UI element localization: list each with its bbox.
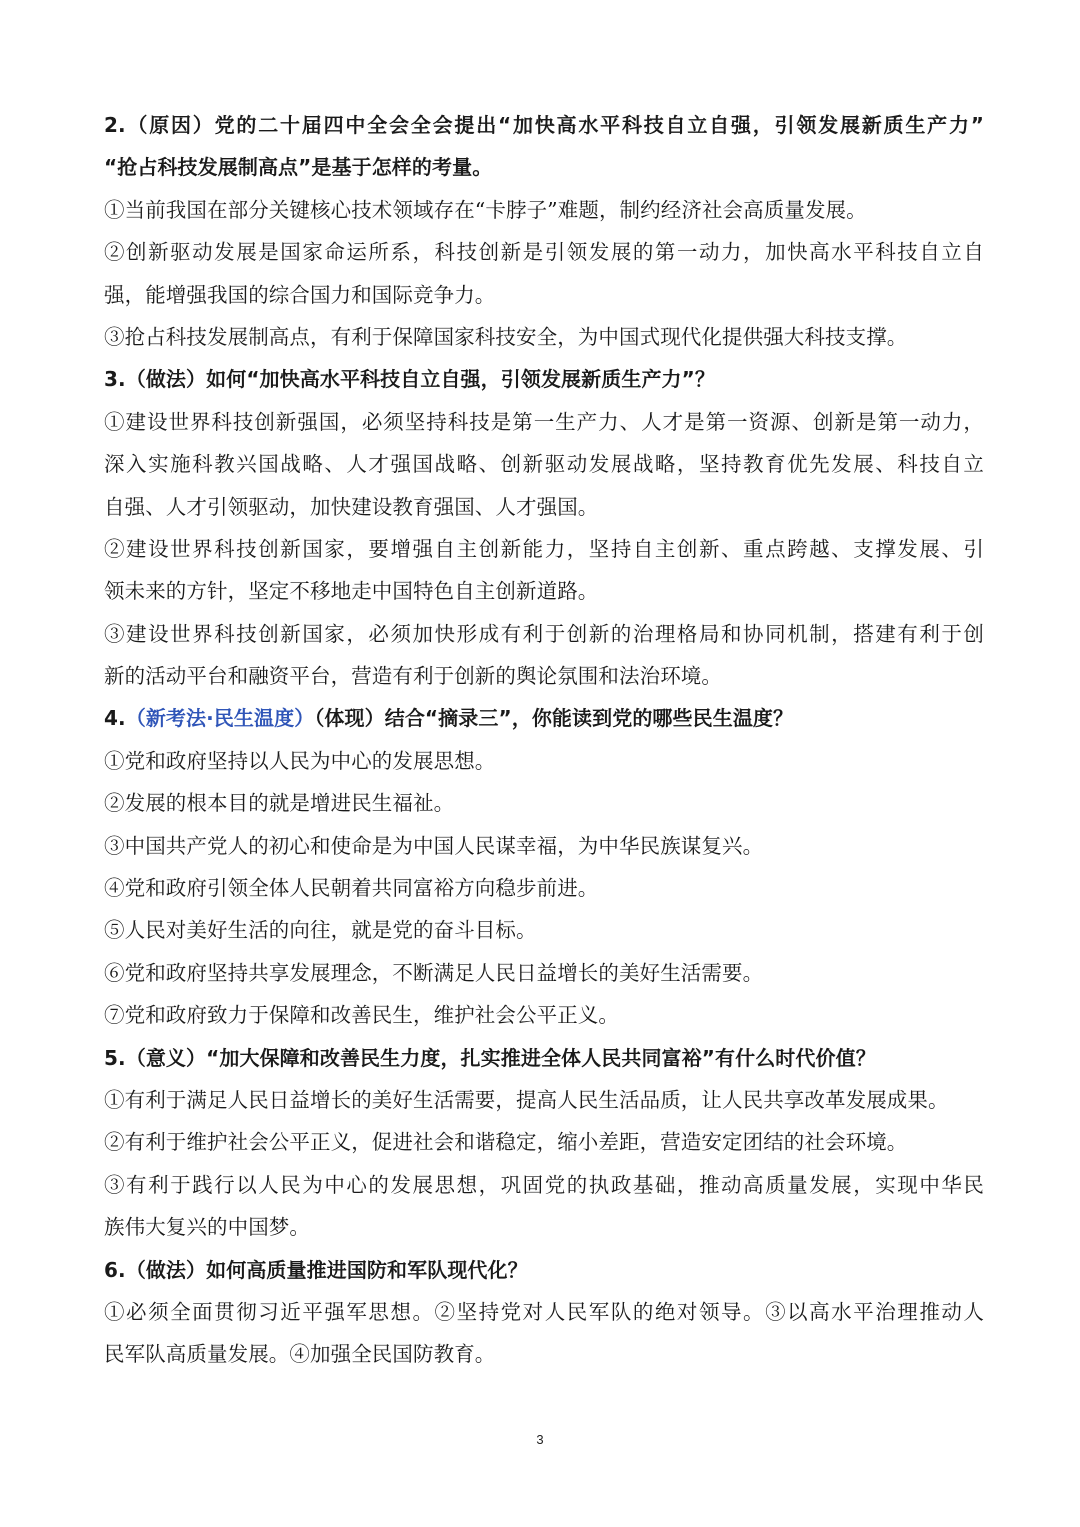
question-3-answer-line-4: ②建设世界科技创新国家，要增强自主创新能力，坚持自主创新、重点跨越、支撑发展、引 xyxy=(104,536,984,561)
question-6 xyxy=(104,1249,984,1376)
question-3-answer-line-1: ①建设世界科技创新强国，必须坚持科技是第一生产力、人才是第一资源、创新是第一动力， xyxy=(104,409,984,434)
question-6-answer-line-2: 民军队高质量发展。④加强全民国防教育。 xyxy=(104,1342,496,1367)
question-4-number: 4. xyxy=(104,706,126,731)
question-5 xyxy=(104,1037,984,1249)
question-5-answer-line-2: ②有利于维护社会公平正义，促进社会和谐稳定，缩小差距，营造安定团结的社会环境。 xyxy=(104,1130,908,1155)
question-2-answer-line-1: ①当前我国在部分关键核心技术领域存在“卡脖子”难题，制约经济社会高质量发展。 xyxy=(104,197,867,222)
page-number: 3 xyxy=(536,1432,544,1447)
question-5-answer-line-3: ③有利于践行以人民为中心的发展思想，巩固党的执政基础，推动高质量发展，实现中华民 xyxy=(104,1172,984,1197)
question-4-answer-line-4: ④党和政府引领全体人民朝着共同富裕方向稳步前进。 xyxy=(104,876,599,901)
question-5-title: 5.（意义）“加大保障和改善民生力度，扎实推进全体人民共同富裕”有什么时代价值？ xyxy=(104,1045,876,1070)
question-4-title-text: （体现）结合“摘录三”，你能读到党的哪些民生温度？ xyxy=(314,706,794,731)
question-3-answer-line-2: 深入实施科教兴国战略、人才强国战略、创新驱动发展战略，坚持教育优先发展、科技自立 xyxy=(104,452,984,477)
question-3-answer-line-5: 领未来的方针，坚定不移地走中国特色自主创新道路。 xyxy=(104,579,599,604)
question-4-answer-line-2: ②发展的根本目的就是增进民生福祉。 xyxy=(104,791,455,816)
question-2-answer-line-4: ③抢占科技发展制高点，有利于保障国家科技安全，为中国式现代化提供强大科技支撑。 xyxy=(104,324,908,349)
question-4-answer-line-7: ⑦党和政府致力于保障和改善民生，维护社会公平正义。 xyxy=(104,1003,619,1028)
question-5-answer-line-4: 族伟大复兴的中国梦。 xyxy=(104,1215,310,1240)
question-4 xyxy=(104,697,984,1036)
question-3-answer-line-6: ③建设世界科技创新国家，必须加快形成有利于创新的治理格局和协同机制，搭建有利于创 xyxy=(104,621,984,646)
question-2 xyxy=(104,104,984,358)
question-6-title: 6.（做法）如何高质量推进国防和军队现代化？ xyxy=(104,1257,528,1282)
question-4-highlight-tag: （新考法·民生温度） xyxy=(125,706,315,731)
question-2-answer-line-2: ②创新驱动发展是国家命运所系，科技创新是引领发展的第一动力，加快高水平科技自立自 xyxy=(104,240,984,265)
question-6-answer-line-1: ①必须全面贯彻习近平强军思想。②坚持党对人民军队的绝对领导。③以高水平治理推动人 xyxy=(104,1299,984,1324)
question-3-title: 3.（做法）如何“加快高水平科技自立自强，引领发展新质生产力”？ xyxy=(104,367,716,392)
question-4-answer-line-5: ⑤人民对美好生活的向往，就是党的奋斗目标。 xyxy=(104,918,537,943)
question-2-answer-line-3: 强，能增强我国的综合国力和国际竞争力。 xyxy=(104,282,496,307)
question-3-answer-line-7: 新的活动平台和融资平台，营造有利于创新的舆论氛围和法治环境。 xyxy=(104,664,722,689)
question-4-title xyxy=(104,697,984,739)
question-4-answer-line-6: ⑥党和政府坚持共享发展理念，不断满足人民日益增长的美好生活需要。 xyxy=(104,960,764,985)
question-3-answer-line-3: 自强、人才引领驱动，加快建设教育强国、人才强国。 xyxy=(104,494,599,519)
question-5-answer-line-1: ①有利于满足人民日益增长的美好生活需要，提高人民生活品质，让人民共享改革发展成果。 xyxy=(104,1087,949,1112)
question-2-title-line-2: “抢占科技发展制高点”是基于怎样的考量。 xyxy=(104,155,493,180)
question-4-answer-line-3: ③中国共产党人的初心和使命是为中国人民谋幸福，为中华民族谋复兴。 xyxy=(104,833,764,858)
question-2-title-line-1: 2.（原因）党的二十届四中全会全会提出“加快高水平科技自立自强，引领发展新质生产力” xyxy=(104,113,984,137)
document-body xyxy=(104,104,984,1376)
question-4-answer-line-1: ①党和政府坚持以人民为中心的发展思想。 xyxy=(104,748,496,773)
question-3 xyxy=(104,358,984,697)
